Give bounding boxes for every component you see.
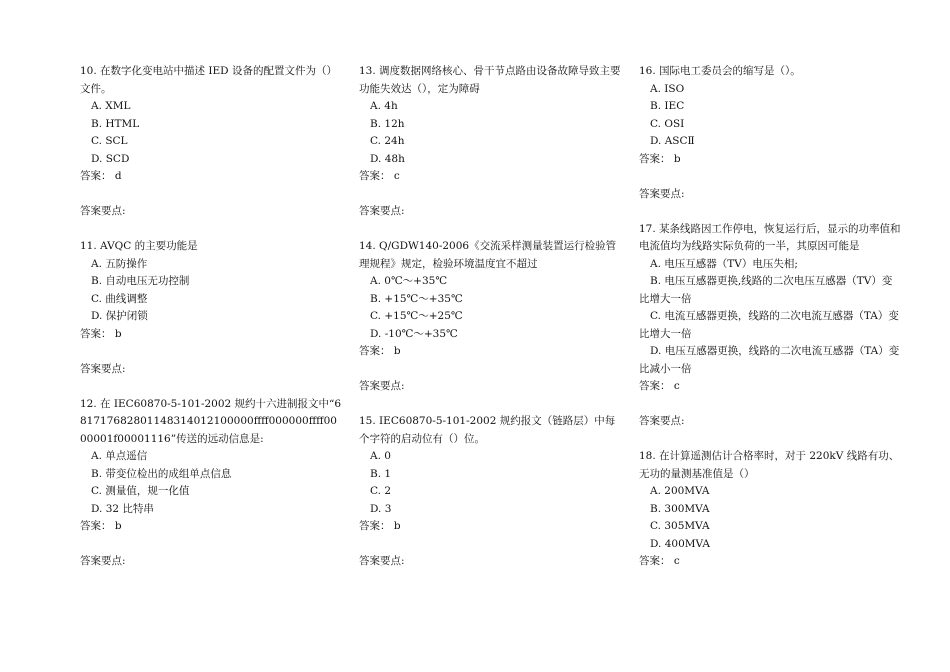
option-c: C. 2 [370, 485, 392, 497]
option-b: B. IEC [650, 100, 685, 112]
option-b: B. 12h [370, 117, 405, 130]
option-d: D. 保护闭锁 [91, 310, 148, 322]
question-16 [639, 63, 901, 203]
question-stem: 13. 调度数据网络核心、骨干节点路由设备故障导致主要功能失效达（），定为障碍 [359, 65, 621, 95]
option-c: C. 电流互感器更换，线路的二次电流互感器（TA）变比增大一倍 [639, 310, 899, 340]
option-c: C. 305MVA [650, 520, 710, 532]
option-a: A. 电压互感器（TV）电压失相; [650, 257, 798, 270]
question-stem: 10. 在数字化变电站中描述 IED 设备的配置文件为（）文件。 [80, 65, 337, 95]
option-d: D. ASCⅡ [650, 135, 695, 147]
answer: 答案： c [359, 170, 400, 182]
question-15 [359, 413, 621, 571]
option-d: D. 电压互感器更换，线路的二次电流互感器（TA）变比减小一倍 [639, 345, 900, 375]
question-11 [80, 238, 342, 378]
answer-key-points: 答案要点: [359, 205, 405, 217]
question-stem: 11. AVQC 的主要功能是 [80, 240, 198, 252]
option-a: A. 0℃～+35℃ [370, 275, 448, 287]
option-c: C. 测量值，规一化值 [91, 485, 190, 497]
option-b: B. HTML [91, 117, 140, 130]
question-stem: 12. 在 IEC60870-5-101-2002 规约十六进制报文中“681717682801148314012100000ffff000000ffff0000001f00001116”传送的远动信息是: [80, 397, 342, 445]
option-b: B. +15℃～+35℃ [370, 292, 463, 305]
option-c: C. +15℃～+25℃ [370, 310, 463, 322]
question-12 [80, 396, 342, 571]
question-17 [639, 221, 901, 431]
option-a: A. XML [91, 100, 131, 112]
answer-key-points: 答案要点: [80, 555, 126, 567]
option-a: A. 单点遥信 [91, 450, 148, 462]
answer-key-points: 答案要点: [639, 415, 685, 427]
question-10 [80, 63, 342, 221]
answer-key-points: 答案要点: [80, 205, 126, 217]
answer-key-points: 答案要点: [80, 362, 126, 375]
answer: 答案： d [80, 170, 122, 182]
answer-key-points: 答案要点: [639, 187, 685, 200]
answer-key-points: 答案要点: [359, 380, 405, 392]
option-d: D. -10℃～+35℃ [370, 327, 458, 340]
answer: 答案： b [639, 152, 681, 165]
option-d: D. SCD [91, 152, 130, 165]
question-stem: 18. 在计算遥测估计合格率时，对于 220kV 线路有功、无功的量测基准值是（） [639, 450, 900, 480]
option-a: A. 4h [370, 100, 398, 112]
question-stem: 16. 国际电工委员会的缩写是（）。 [639, 65, 801, 77]
option-d: D. 400MVA [650, 537, 710, 550]
column-2 [359, 63, 621, 571]
question-stem: 17. 某条线路因工作停电，恢复运行后，显示的功率值和电流值均为线路实际负荷的一半，其原因可能是 [639, 222, 901, 252]
option-a: A. 200MVA [650, 485, 710, 497]
option-c: C. 曲线调整 [91, 292, 148, 305]
question-13 [359, 63, 621, 221]
question-stem: 15. IEC60870-5-101-2002 规约报文（链路层）中每个字符的启动位有（）位。 [359, 415, 616, 445]
column-1 [80, 63, 342, 571]
option-a: A. ISO [650, 82, 685, 95]
question-14 [359, 238, 621, 396]
column-3 [639, 63, 901, 571]
option-b: B. 1 [370, 467, 392, 480]
option-c: C. SCL [91, 135, 128, 147]
question-stem: 14. Q/GDW140-2006《交流采样测量装置运行检验管理规程》规定，检验环境温度宜不超过 [359, 240, 617, 270]
option-b: B. 自动电压无功控制 [91, 275, 190, 287]
answer: 答案： b [80, 520, 122, 532]
answer-key-points: 答案要点: [359, 555, 405, 567]
option-c: C. 24h [370, 135, 405, 147]
option-b: B. 300MVA [650, 502, 710, 515]
option-a: A. 五防操作 [91, 257, 148, 270]
answer: 答案： b [359, 345, 401, 357]
option-d: D. 48h [370, 152, 405, 165]
question-18 [639, 448, 901, 571]
answer: 答案： b [359, 520, 401, 532]
answer: 答案： c [639, 555, 680, 567]
option-d: D. 32 比特串 [91, 502, 154, 515]
answer: 答案： b [80, 327, 122, 340]
option-a: A. 0 [370, 450, 391, 462]
option-b: B. 电压互感器更换,线路的二次电压互感器（TV）变比增大一倍 [639, 275, 893, 305]
answer: 答案： c [639, 380, 680, 392]
option-b: B. 带变位检出的成组单点信息 [91, 467, 232, 480]
option-d: D. 3 [370, 502, 392, 515]
option-c: C. OSI [650, 117, 685, 130]
